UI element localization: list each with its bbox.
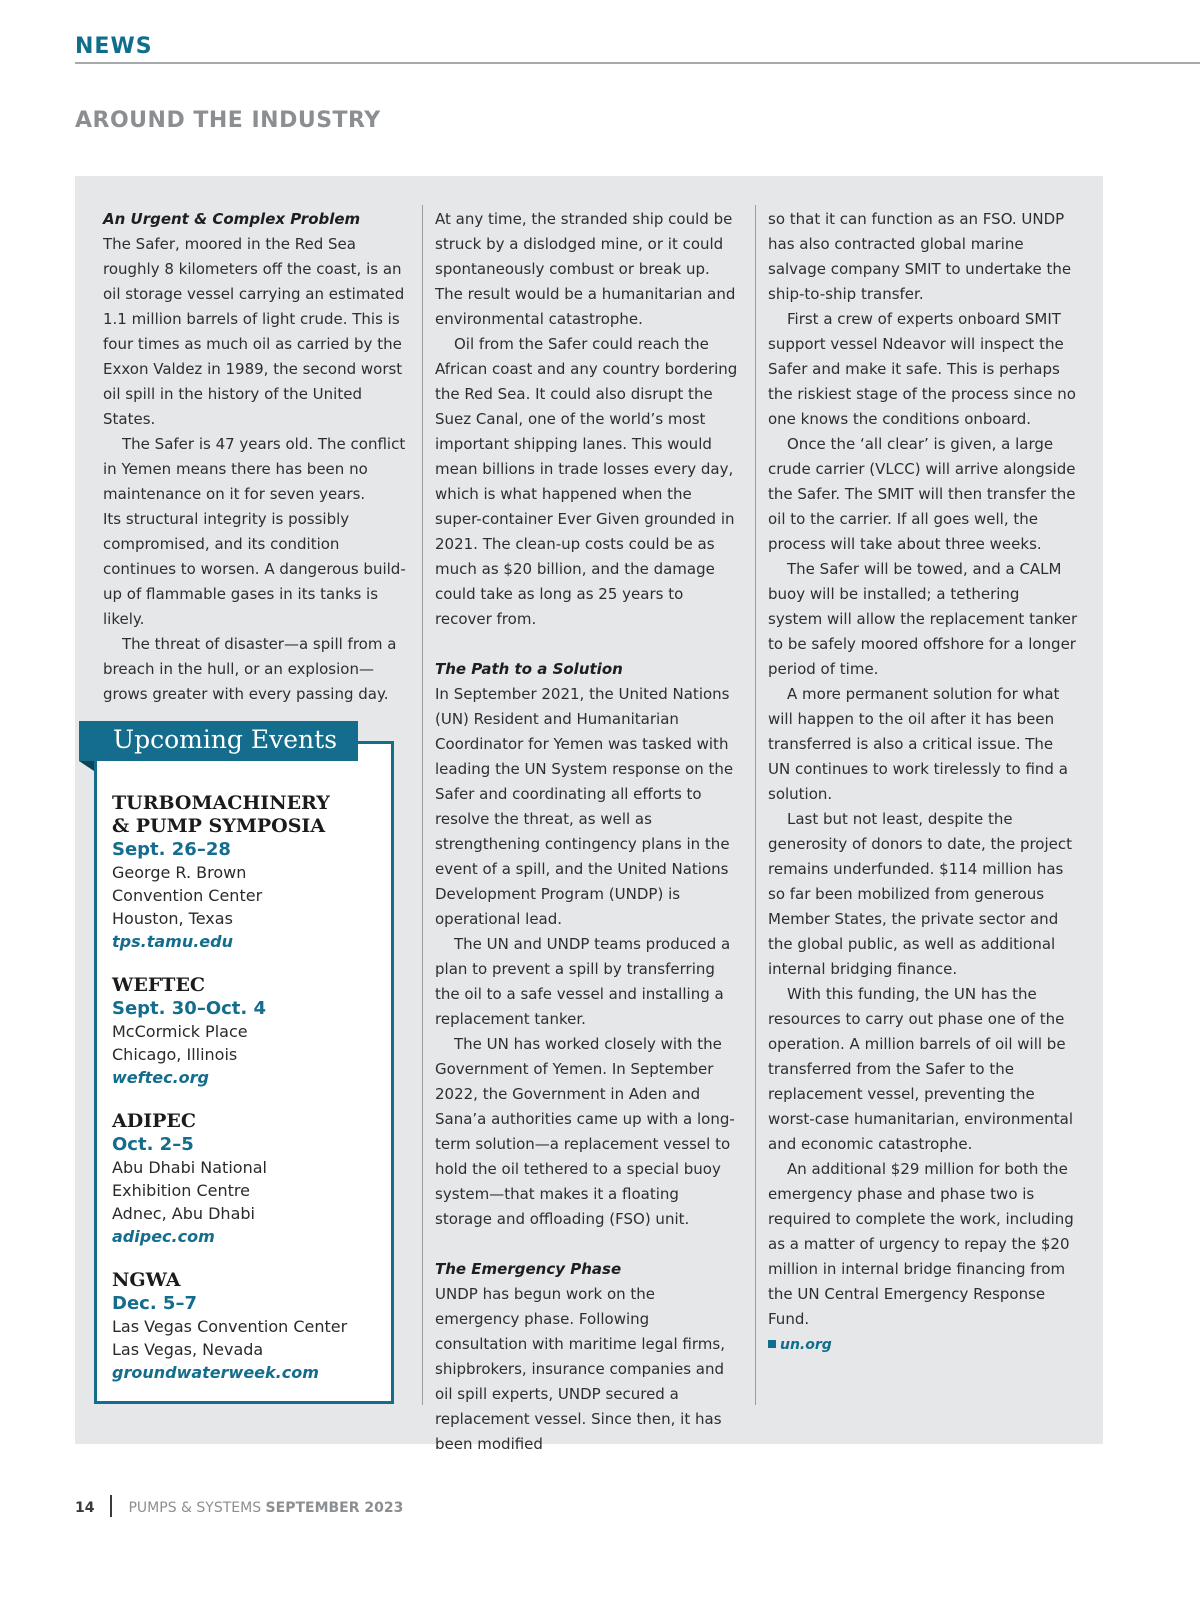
paragraph: In September 2021, the United Nations (UN) Resident and Humanitarian Coordinator for Yemen was tasked with leading the UN System response on the Safer and coordinating all efforts to resolve the threat, as well as strengthening contingency plans in the event of a spill, and the United Nations Development Program (UNDP) is operational lead.	[435, 685, 734, 928]
tab-fold-shadow	[79, 761, 94, 771]
upcoming-events-title: Upcoming Events	[113, 725, 338, 754]
paragraph: A more permanent solution for what will happen to the oil after it has been transferred is also a critical issue. The UN continues to work tirelessly to find a solution.	[768, 685, 1068, 803]
event-name: WEFTEC	[112, 974, 206, 996]
bullet-square-icon	[768, 1340, 776, 1348]
subheading: The Path to a Solution	[435, 660, 623, 678]
paragraph: With this funding, the UN has the resources to carry out phase one of the operation. A million barrels of oil will be transferred from the Safer to the replacement vessel, preventing the worst-case humanitarian, environmental and economic catastrophe.	[768, 985, 1073, 1153]
subheading: An Urgent & Complex Problem	[103, 210, 361, 228]
event-item	[112, 974, 382, 1089]
paragraph: At any time, the stranded ship could be struck by a dislodged mine, or it could spontaneously combust or break up. The result would be a humanitarian and environmental catastrophe.	[435, 210, 736, 328]
header-rule	[75, 62, 1200, 64]
page-number: 14	[75, 1500, 95, 1516]
article-column-1	[103, 207, 413, 707]
column-divider	[755, 205, 756, 1405]
events-list	[112, 792, 382, 1405]
paragraph: The threat of disaster—a spill from a breach in the hull, or an explosion—grows greater with every passing day.	[103, 635, 397, 703]
source-line	[768, 1332, 1078, 1358]
event-venue: Las Vegas Convention Center	[112, 1317, 348, 1336]
paragraph: so that it can function as an FSO. UNDP has also contracted global marine salvage company SMIT to undertake the ship-to-ship transfer.	[768, 210, 1072, 303]
event-name: NGWA	[112, 1269, 181, 1291]
issue-date: SEPTEMBER 2023	[265, 1500, 404, 1516]
article-column-2	[435, 207, 740, 1457]
paragraph: Its structural integrity is possibly compromised, and its condition continues to worsen. A dangerous build-up of flammable gases in its tanks is likely.	[103, 510, 406, 628]
event-link[interactable]: adipec.com	[112, 1227, 215, 1246]
paragraph: The Safer is 47 years old. The conflict in Yemen means there has been no maintenance on it for seven years.	[103, 435, 406, 503]
event-date: Sept. 30–Oct. 4	[112, 998, 267, 1019]
paragraph: The UN has worked closely with the Government of Yemen. In September 2022, the Government in Aden and Sana’a authorities came up with a long-term solution—a replacement vessel to hold the oil tethered to a special buoy system—that makes it a floating storage and offloading (FSO) unit.	[435, 1035, 735, 1228]
event-link[interactable]: weftec.org	[112, 1068, 209, 1087]
event-date: Oct. 2–5	[112, 1134, 194, 1155]
paragraph: Oil from the Safer could reach the African coast and any country bordering the Red Sea. It could also disrupt the Suez Canal, one of the world’s most important shipping lanes. This would mean billions in trade losses every day, which is what happened when the super-container Ever Given grounded in 2021. The clean-up costs could be as much as $20 billion, and the damage could take as long as 25 years to recover from.	[435, 335, 738, 628]
event-venue: Exhibition Centre	[112, 1181, 250, 1200]
paragraph: The UN and UNDP teams produced a plan to prevent a spill by transferring the oil to a safe vessel and installing a replacement tanker.	[435, 935, 731, 1028]
event-name: ADIPEC	[112, 1110, 196, 1132]
paragraph: The Safer will be towed, and a CALM buoy will be installed; a tethering system will allow the replacement tanker to be safely moored offshore for a longer period of time.	[768, 560, 1078, 678]
event-venue: George R. Brown	[112, 863, 247, 882]
event-location: Houston, Texas	[112, 909, 233, 928]
event-name: & PUMP SYMPOSIA	[112, 815, 326, 837]
paragraph: First a crew of experts onboard SMIT support vessel Ndeavor will inspect the Safer and make it safe. This is perhaps the riskiest stage of the process since no one knows the conditions onboard.	[768, 310, 1076, 428]
event-date: Dec. 5–7	[112, 1293, 197, 1314]
event-location: Adnec, Abu Dhabi	[112, 1204, 255, 1223]
publication-name: PUMPS & SYSTEMS	[128, 1500, 262, 1516]
event-name: TURBOMACHINERY	[112, 792, 330, 814]
paragraph: Last but not least, despite the generosity of donors to date, the project remains underfunded. $114 million has so far been mobilized from generous Member States, the private sector and the global public, as well as additional internal bridging finance.	[768, 810, 1072, 978]
paragraph: An additional $29 million for both the emergency phase and phase two is required to complete the work, including as a matter of urgency to repay the $20 million in internal bridge financing from the UN Central Emergency Response Fund.	[768, 1160, 1074, 1328]
section-label: NEWS	[75, 34, 153, 59]
paragraph: Once the ‘all clear’ is given, a large crude carrier (VLCC) will arrive alongside the Safer. The SMIT will then transfer the oil to the carrier. If all goes well, the process will take about three weeks.	[768, 435, 1076, 553]
event-date: Sept. 26–28	[112, 839, 231, 860]
event-item	[112, 792, 382, 953]
event-link[interactable]: groundwaterweek.com	[112, 1363, 319, 1382]
event-item	[112, 1269, 382, 1384]
subheading: The Emergency Phase	[435, 1260, 622, 1278]
event-item	[112, 1110, 382, 1248]
event-venue: Convention Center	[112, 886, 263, 905]
paragraph: UNDP has begun work on the emergency phase. Following consultation with maritime legal firms, shipbrokers, insurance companies and oil spill experts, UNDP secured a replacement vessel. Since then, it has been modified	[435, 1285, 725, 1453]
column-divider	[422, 205, 423, 1405]
paragraph: The Safer, moored in the Red Sea roughly 8 kilometers off the coast, is an oil storage vessel carrying an estimated 1.1 million barrels of light crude. This is four times as much oil as carried by the Exxon Valdez in 1989, the second worst oil spill in the history of the United States.	[103, 235, 405, 428]
page-footer	[75, 1495, 403, 1520]
footer-divider	[110, 1495, 112, 1517]
article-column-3	[768, 207, 1078, 1358]
source-link[interactable]: un.org	[780, 1337, 832, 1353]
event-venue: Abu Dhabi National	[112, 1158, 267, 1177]
event-venue: McCormick Place	[112, 1022, 248, 1041]
section-subhead: AROUND THE INDUSTRY	[75, 108, 381, 133]
event-location: Las Vegas, Nevada	[112, 1340, 264, 1359]
event-location: Chicago, Illinois	[112, 1045, 238, 1064]
event-link[interactable]: tps.tamu.edu	[112, 932, 233, 951]
